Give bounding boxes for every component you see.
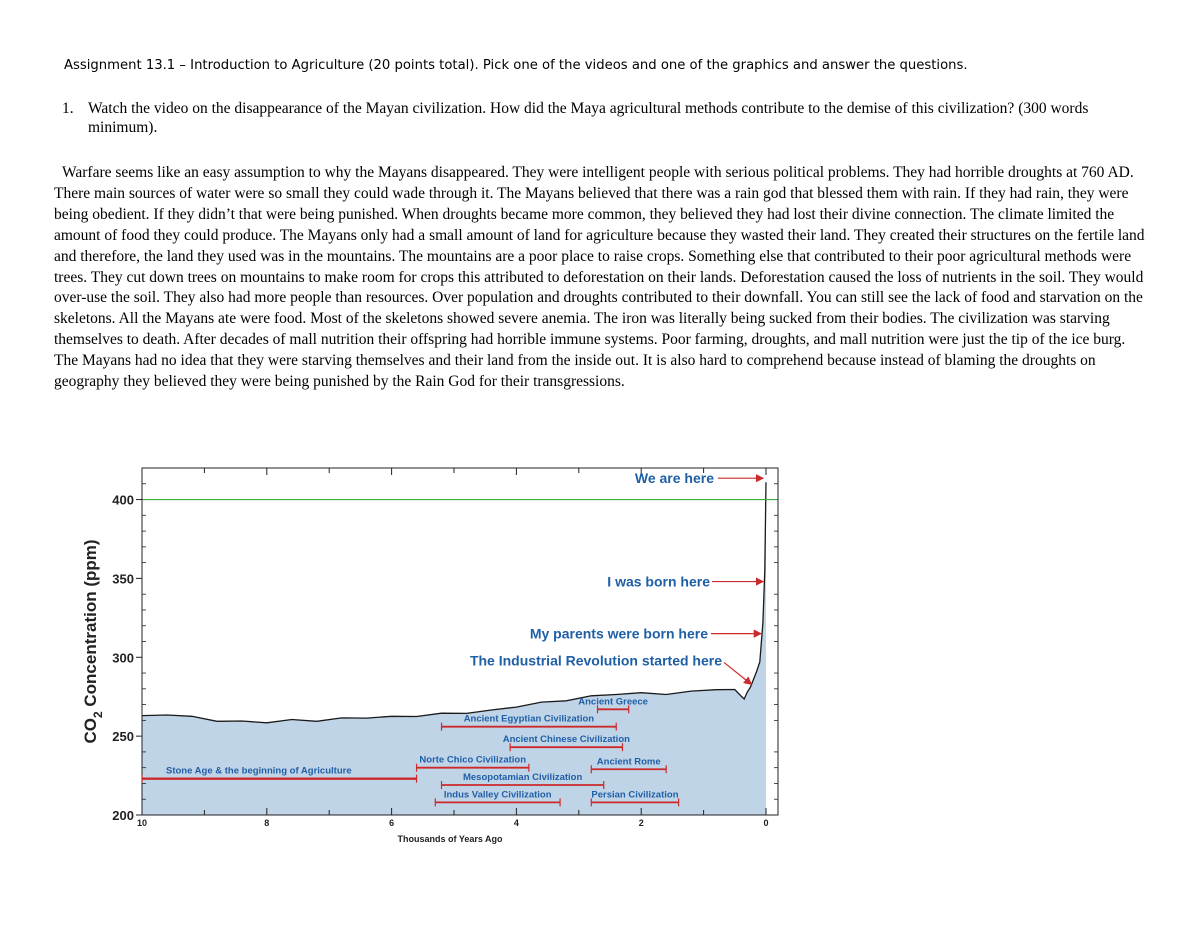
annotation-label: My parents were born here	[529, 625, 708, 642]
answer-paragraph: Warfare seems like an easy assumption to why the Mayans disappeared. They were intelligent people with serious political problems. They had horrible droughts at 760 AD. There main sources of water were so small they could wade through it. The Mayans believed that there was a rain god that blessed them with rain. If they had rain, they were being obedient. If they didn’t that were being punished. When droughts became more common, they believed they had lost their divine connection. The climate limited the amount of food they could produce. The Mayans only had a small amount of land for agriculture because they wasted their land. They created their structures on the fertile land and therefore, the land they used was in the mountains. The mountains are a poor place to raise crops. Something else that contributed to their poor agricultural methods were trees. They cut down trees on mountains to make room for crops this attributed to deforestation on their lands. Deforestation caused the loss of nutrients in the soil. They would over-use the soil. They also had more people than resources. Over population and droughts contributed to their downfall. You can still see the lack of food and starvation on the skeletons. All the Mayans ate were food. Most of the skeletons showed severe anemia. The iron was literally being sucked from their bodies. The civilization was starving themselves to death. After decades of mall nutrition their offspring had horrible immune systems. Poor farming, droughts, and mall nutrition were just the tip of the ice burg. The Mayans had no idea that they were starving themselves and their land from the inside out. It is also hard to comprehend because instead of blaming the droughts on geography they believed they were being punished by the Rain God for their transgressions.	[54, 164, 1145, 391]
period-label: Ancient Egyptian Civilization	[463, 713, 595, 725]
y-tick-label: 300	[112, 650, 134, 666]
period-label: Ancient Chinese Civilization	[502, 734, 630, 746]
x-tick-label: 6	[389, 818, 395, 828]
annotation-label: The Industrial Revolution started here	[469, 652, 722, 669]
annotation-label: I was born here	[607, 573, 710, 590]
period-label: Mesopotamian Civilization	[462, 772, 583, 784]
period-label: Ancient Rome	[596, 756, 661, 768]
period-label: Indus Valley Civilization	[443, 789, 552, 801]
y-axis-label: $CO_2$ Concentration (ppm)	[81, 539, 105, 744]
assignment-title: Assignment 13.1 – Introduction to Agriculture (20 points total). Pick one of the videos and one of the graphics and answer the questions.	[64, 58, 968, 73]
y-tick-label: 400	[112, 492, 134, 508]
y-tick-label: 250	[112, 729, 134, 745]
question-number: 1.	[62, 100, 74, 117]
y-tick-label: 350	[112, 571, 134, 587]
period-label: Ancient Greece	[578, 696, 648, 708]
x-tick-label: 2	[638, 818, 644, 828]
period-label: Stone Age & the beginning of Agriculture	[166, 765, 352, 777]
question-text: Watch the video on the disappearance of the Mayan civilization. How did the Maya agricultural methods contribute to the demise of this civilization? (300 words minimum).	[88, 100, 1089, 136]
x-axis-label: Thousands of Years Ago	[397, 834, 503, 844]
y-tick-label: 200	[112, 808, 134, 823]
x-tick-label: 8	[264, 818, 270, 828]
x-tick-label: 0	[763, 818, 769, 828]
co2-chart	[72, 460, 792, 850]
period-label: Norte Chico Civilization	[419, 754, 527, 766]
annotation-arrow	[724, 662, 751, 684]
x-tick-label: 4	[513, 818, 519, 828]
period-label: Persian Civilization	[591, 789, 679, 801]
x-tick-label: 10	[136, 818, 148, 828]
annotation-label: We are here	[634, 470, 714, 487]
co2-curve	[142, 482, 766, 723]
question-1	[62, 99, 1142, 137]
